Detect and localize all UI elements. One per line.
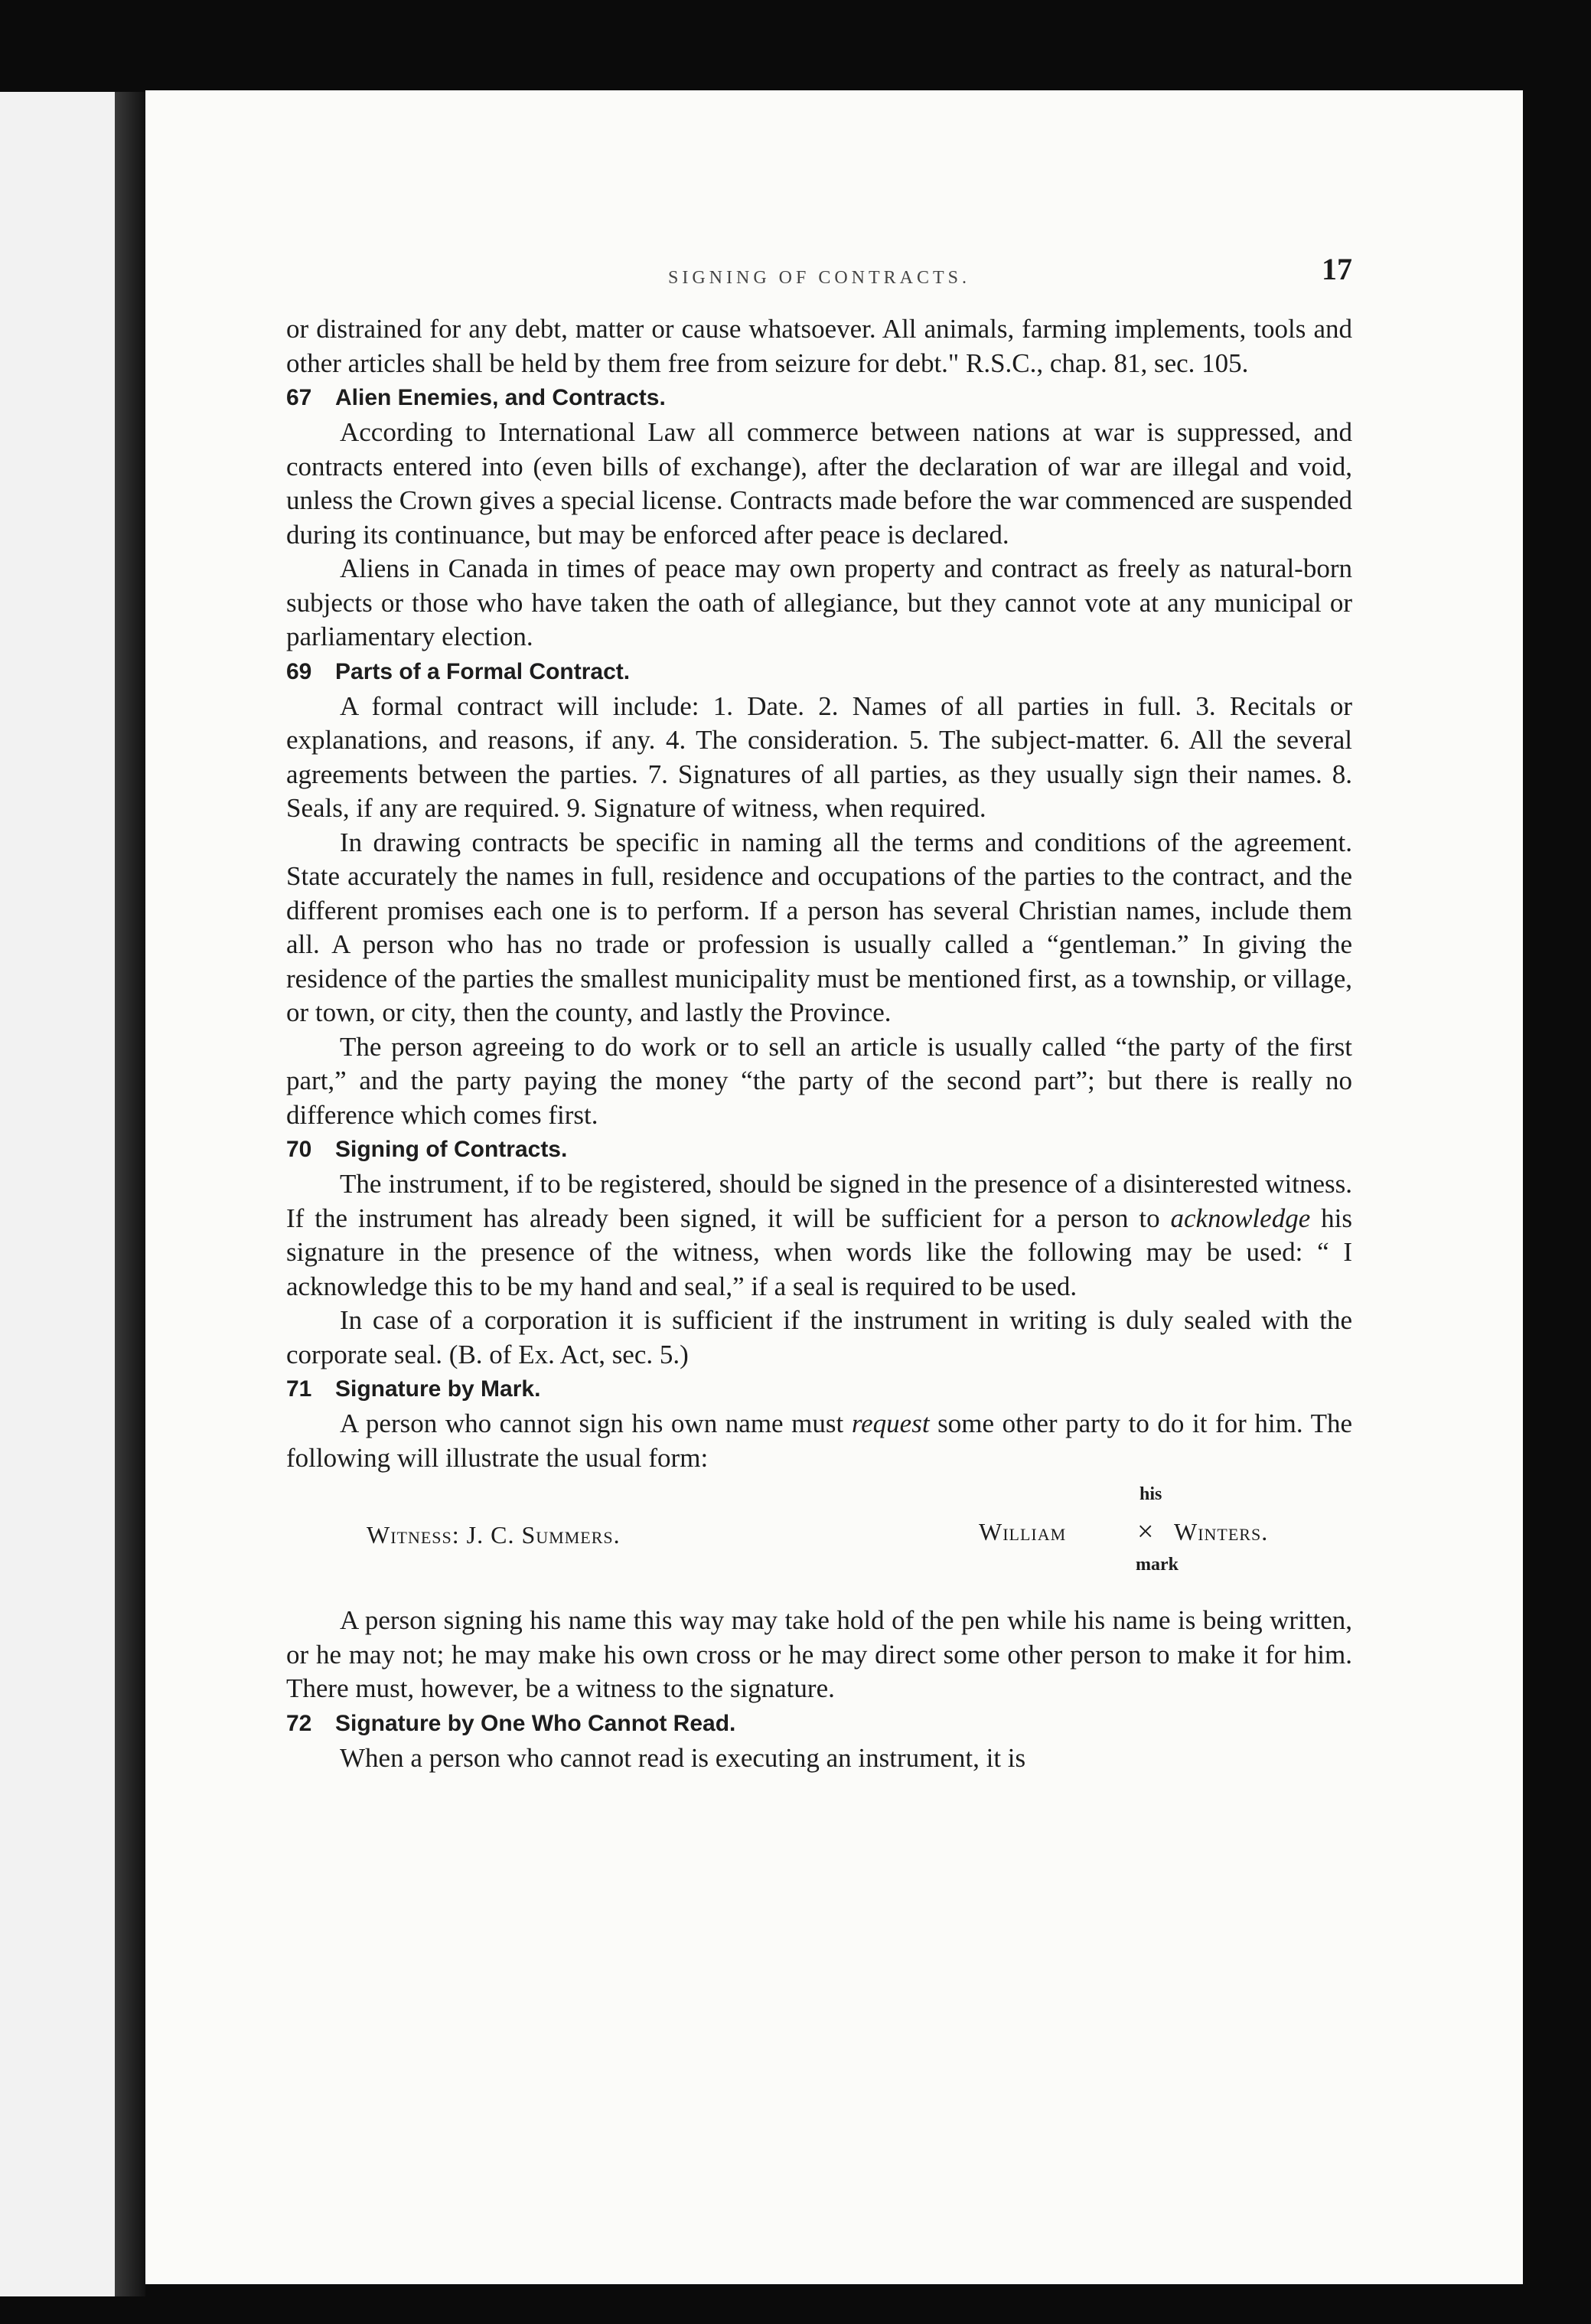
paragraph: Aliens in Canada in times of peace may own property and contract as freely as natural-born subjects or those who have taken the oath of allegiance, but they cannot vote at any municipal or parliamentary election. <box>286 553 1352 651</box>
running-title: SIGNING OF CONTRACTS. <box>667 268 971 288</box>
paragraph <box>286 1407 1352 1475</box>
signer-last-name: Winters. <box>1174 1518 1269 1546</box>
paragraph: According to International Law all commerce between nations at war is suppressed, and contracts entered into (even bills of exchange), after the declaration of war are illegal and void, unless the Crown gives a special license. Contracts made before the war commenced are suspended during its continuance, but may be enforced after peace is declared. <box>286 417 1352 550</box>
section-number: 69 <box>286 658 312 684</box>
paragraph <box>286 1167 1352 1304</box>
emphasis: request <box>851 1408 930 1438</box>
paragraph: The person agreeing to do work or to sell an article is usually called “the party of the first part,” and the party paying the money “the party of the second part”; but there is really no difference which comes first. <box>286 1031 1352 1130</box>
scanned-page <box>145 90 1523 2284</box>
section-title: Signature by Mark. <box>335 1376 541 1402</box>
page-content <box>286 251 1352 1775</box>
page-number: 17 <box>1322 252 1352 286</box>
signer-first-name: William <box>979 1518 1067 1546</box>
section-number: 72 <box>286 1710 312 1736</box>
paragraph: In case of a corporation it is sufficient if the instrument in writing is duly sealed with the corporate seal. (B. of Ex. Act, sec. 5.) <box>286 1305 1352 1369</box>
section-heading-70 <box>286 1132 1352 1167</box>
section-heading-71 <box>286 1372 1352 1407</box>
paragraph: In drawing contracts be specific in naming all the terms and conditions of the agreement. State accurately the names in full, residence and occupations of the parties to the contract, and the different promises each one is to perform. If a person has several Christian names, include them all. A person who has no trade or profession is usually called a “gentleman.” In giving the residence of the parties the smallest municipality must be mentioned first, as a township, or village, or town, or city, then the county, and lastly the Province. <box>286 827 1352 1027</box>
mark-signature <box>979 1481 1338 1596</box>
section-number: 71 <box>286 1376 312 1402</box>
his-label: his <box>1139 1484 1162 1504</box>
text-run: A person who cannot sign his own name must <box>340 1408 852 1438</box>
emphasis: acknowledge <box>1170 1203 1311 1233</box>
text-run: his signature in the presence of the witness, when words like the following may be used: “ I acknowledge this to be my hand and seal,” if a seal is required to be used. <box>286 1203 1352 1301</box>
section-number: 70 <box>286 1137 312 1162</box>
section-title: Parts of a Formal Contract. <box>335 658 631 684</box>
book-spine-shadow <box>115 92 145 2296</box>
section-heading-69 <box>286 654 1352 690</box>
paragraph: A person signing his name this way may take hold of the pen while his name is being written, or he may not; he may make his own cross or he may direct some other person to make it for him. There must, however, be a witness to the signature. <box>286 1605 1352 1703</box>
section-number: 67 <box>286 385 312 410</box>
section-heading-67 <box>286 380 1352 416</box>
continued-paragraph: or distrained for any debt, matter or cause whatsoever. All animals, farming implements, tools and other articles shall be held by them free from seizure for debt." R.S.C., chap. 81, sec. 105. <box>286 314 1352 378</box>
paragraph: When a person who cannot read is executing an instrument, it is <box>340 1742 1026 1773</box>
signature-example <box>286 1481 1352 1596</box>
section-title: Signature by One Who Cannot Read. <box>335 1710 736 1736</box>
mark-label: mark <box>1136 1555 1179 1575</box>
text-run: The instrument, if to be registered, should be signed in the presence of a disinterested witness. If the instrument has already been signed, it will be sufficient for a person to <box>286 1169 1352 1233</box>
section-title: Alien Enemies, and Contracts. <box>335 385 666 410</box>
text-run: some other party to do it for him. The following will illustrate the usual form: <box>286 1408 1352 1473</box>
left-page-margin <box>0 92 115 2296</box>
section-title: Signing of Contracts. <box>335 1137 568 1162</box>
section-heading-72 <box>286 1706 1352 1741</box>
witness-line: Witness: J. C. Summers. <box>367 1521 621 1549</box>
cross-mark-icon: × <box>1137 1516 1154 1548</box>
paragraph: A formal contract will include: 1. Date. 2. Names of all parties in full. 3. Recitals or explanations, and reasons, if any. 4. The consideration. 5. The subject-matter. 6. All the several agreements between the parties. 7. Signatures of all parties, as they usually sign their names. 8. Seals, if any are required. 9. Signature of witness, when required. <box>286 690 1352 823</box>
page-header <box>286 251 1352 312</box>
